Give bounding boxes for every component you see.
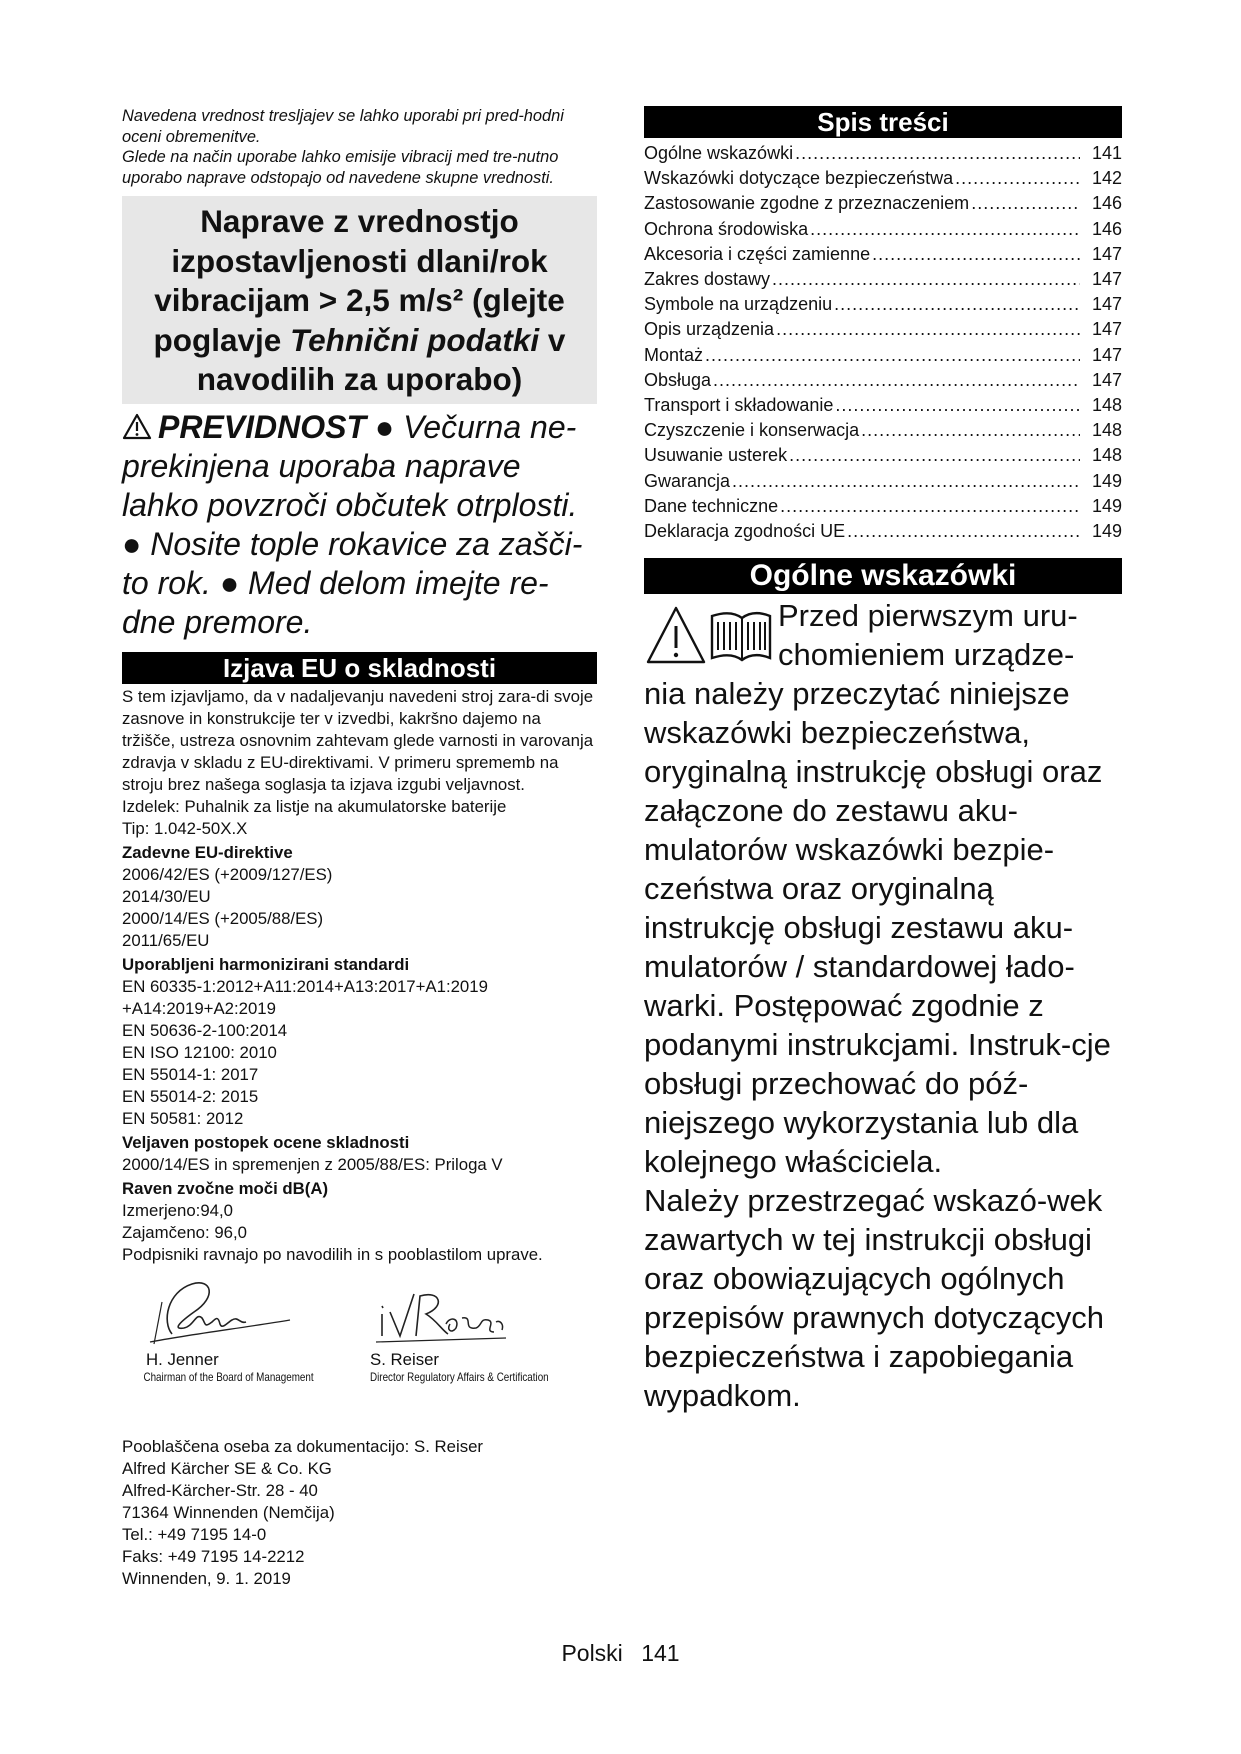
- vibration-warning-box: [122, 196, 597, 404]
- standard-item: EN 50636-2-100:2014: [122, 1020, 288, 1040]
- toc-entry-page: 147: [1091, 319, 1122, 340]
- toc-entry-page: 142: [1091, 168, 1122, 189]
- toc-entry-page: 148: [1091, 445, 1122, 466]
- general-notes-body: [644, 596, 1122, 1415]
- general-notes-heading: Ogólne wskazówki: [644, 558, 1122, 594]
- toc-entry-title: Deklaracja zgodności UE: [644, 521, 846, 542]
- vibration-box-emphasis: Tehnični podatki: [290, 321, 540, 358]
- signature-reiser-image: [370, 1272, 510, 1350]
- toc-entry-title: Ogólne wskazówki: [644, 143, 794, 163]
- warning-triangle-icon: [648, 608, 704, 662]
- address-block: [122, 1436, 597, 1590]
- signer-1: [132, 1272, 353, 1384]
- address-line: Alfred-Kärcher-Str. 28 - 40: [122, 1480, 318, 1500]
- signature-jenner-image: [132, 1272, 292, 1350]
- address-line: Faks: +49 7195 14-2212: [122, 1546, 305, 1566]
- toc-entry[interactable]: [644, 242, 1122, 267]
- toc-entry-page: 146: [1091, 218, 1122, 239]
- toc-entry-title: Opis urządzenia: [644, 319, 775, 340]
- left-column: [122, 106, 597, 1590]
- table-of-contents: [644, 141, 1122, 544]
- directive-item: 2014/30/EU: [122, 886, 211, 906]
- vibration-box-text-1: Naprave z vrednostjo izpostavljenosti dlani/rok vibracijam > 2,5 m/s² (glejte poglavje: [153, 203, 565, 358]
- sound-power-heading: Raven zvočne moči dB(A): [122, 1178, 329, 1198]
- toc-entry-page: 141: [1091, 143, 1122, 163]
- procedure-heading: Veljaven postopek ocene skladnosti: [122, 1132, 410, 1152]
- manual-book-icon: [712, 613, 770, 660]
- toc-entry[interactable]: [644, 443, 1122, 468]
- vibration-note-2: Glede na način uporabe lahko emisije vibracij med tre-nutno uporabo naprave odstopajo od navedene skupne vrednosti.: [122, 148, 559, 187]
- toc-entry[interactable]: [644, 519, 1122, 544]
- toc-entry-title: Ochrona środowiska: [644, 218, 809, 239]
- general-notes-paragraph-1: nia należy przeczytać niniejsze wskazówki bezpieczeństwa, oryginalną instrukcję obsługi oraz załączone do zestawu aku-mulatorów wskazówki bezpie-czeństwa oraz oryginalną instrukcję obsługi zestawu aku-mulatorów / standardowej łado-warki. Postępować zgodnie z podanymi instrukcjami. Instruk-cje obsługi przechować do póź-niejszego wykorzystania lub dla kolejnego właściciela.: [644, 676, 1111, 1180]
- signer-2: [370, 1272, 588, 1384]
- toc-entry[interactable]: [644, 317, 1122, 342]
- toc-entry-page: 147: [1091, 294, 1122, 315]
- signer-2-role: Director Regulatory Affairs & Certification: [370, 1369, 549, 1384]
- toc-entry-page: 149: [1091, 521, 1122, 542]
- signatures-block: [122, 1272, 597, 1428]
- toc-entry[interactable]: [644, 217, 1122, 242]
- toc-entry-title: Montaż: [644, 344, 704, 365]
- signatories-note: Podpisniki ravnajo po navodilih in s pooblastilom uprave.: [122, 1244, 543, 1264]
- toc-entry[interactable]: [644, 469, 1122, 494]
- toc-entry[interactable]: [644, 343, 1122, 368]
- directive-item: 2006/42/ES (+2009/127/ES): [122, 864, 333, 884]
- procedure-text: 2000/14/ES in spremenjen z 2005/88/ES: Priloga V: [122, 1154, 503, 1174]
- signer-1-role: Chairman of the Board of Management: [143, 1369, 314, 1384]
- toc-entry[interactable]: [644, 418, 1122, 443]
- address-line: 71364 Winnenden (Nemčija): [122, 1502, 335, 1522]
- address-line: Winnenden, 9. 1. 2019: [122, 1568, 291, 1588]
- toc-entry-title: Czyszczenie i konserwacja: [644, 420, 860, 441]
- toc-entry-title: Zastosowanie zgodne z przeznaczeniem: [644, 193, 970, 214]
- toc-entry-page: 148: [1091, 395, 1122, 416]
- vibration-note-1: Navedena vrednost tresljajev se lahko uporabi pri pred-hodni oceni obremenitve.: [122, 107, 564, 146]
- vibration-box-text-2: v navodilih za uporabo): [196, 321, 566, 397]
- toc-entry-page: 147: [1091, 369, 1122, 390]
- standard-item: EN 60335-1:2012+A11:2014+A13:2017+A1:2019 +A14:2019+A2:2019: [122, 976, 488, 1018]
- general-notes-icons: [644, 602, 774, 672]
- general-notes-paragraph-2: Należy przestrzegać wskazó-wek zawartych w tej instrukcji obsługi oraz obowiązujących ogólnych przepisów prawnych dotyczących bezpieczeństwa i zapobiegania wypadkom.: [644, 1183, 1105, 1414]
- toc-entry-title: Wskazówki dotyczące bezpieczeństwa: [644, 168, 954, 189]
- toc-entry-title: Zakres dostawy: [644, 269, 771, 290]
- toc-entry[interactable]: [644, 292, 1122, 317]
- product-line: Izdelek: Puhalnik za listje na akumulatorske baterije: [122, 796, 507, 816]
- page-number: 141: [641, 1640, 680, 1666]
- toc-entry-page: 147: [1091, 344, 1122, 365]
- toc-entry[interactable]: [644, 166, 1122, 191]
- caution-word: PREVIDNOST: [158, 408, 367, 445]
- caution-text: ● Večurna ne-prekinjena uporaba naprave lahko povzroči občutek otrplosti. ● Nosite tople rokavice za zašči-to rok. ● Med delom imejte re-dne premore.: [122, 408, 583, 640]
- toc-entry-title: Akcesoria i części zamienne: [644, 243, 871, 264]
- eu-declaration-statement: S tem izjavljamo, da v nadaljevanju navedeni stroj zara-di svoje zasnove in konstrukcije ter v izvedbi, kakršno dajemo na tržišče, ustreza osnovnim zahtevam glede varnosti in varovanja zdravja v skladu z EU-direktivami. V primeru sprememb na stroju brez našega soglasja ta izjava izgubi veljavnost.: [122, 686, 594, 794]
- toc-entry-title: Usuwanie usterek: [644, 445, 788, 466]
- signer-1-name: H. Jenner: [146, 1349, 219, 1369]
- eu-declaration-body: [122, 686, 597, 1266]
- type-line: Tip: 1.042-50X.X: [122, 818, 248, 838]
- general-notes-line-1: Przed pierwszym uru-: [778, 598, 1078, 634]
- standards-heading: Uporabljeni harmonizirani standardi: [122, 954, 410, 974]
- right-column: [644, 106, 1122, 1415]
- guaranteed-value: Zajamčeno: 96,0: [122, 1222, 247, 1242]
- toc-entry[interactable]: [644, 494, 1122, 519]
- directive-item: 2000/14/ES (+2005/88/ES): [122, 908, 324, 928]
- warning-triangle-icon: [122, 410, 154, 438]
- eu-declaration-heading: Izjava EU o skladnosti: [122, 652, 597, 684]
- toc-entry-title: Obsługa: [644, 369, 712, 390]
- toc-entry[interactable]: [644, 393, 1122, 418]
- toc-entry-page: 147: [1091, 269, 1122, 290]
- footer-language: Polski: [561, 1640, 623, 1666]
- directive-item: 2011/65/EU: [122, 930, 210, 950]
- toc-entry-page: 146: [1091, 193, 1122, 214]
- standard-item: EN ISO 12100: 2010: [122, 1042, 277, 1062]
- toc-entry-title: Gwarancja: [644, 470, 731, 491]
- caution-paragraph: [122, 408, 597, 642]
- address-line: Alfred Kärcher SE & Co. KG: [122, 1458, 332, 1478]
- toc-entry-page: 147: [1091, 243, 1122, 264]
- signer-2-name: S. Reiser: [370, 1349, 440, 1369]
- toc-entry[interactable]: [644, 368, 1122, 393]
- toc-entry[interactable]: [644, 267, 1122, 292]
- toc-entry[interactable]: [644, 191, 1122, 216]
- toc-entry-title: Dane techniczne: [644, 495, 779, 516]
- toc-entry-page: 149: [1091, 470, 1122, 491]
- general-notes-line-2: chomieniem urządze-: [778, 637, 1075, 673]
- toc-entry-title: Transport i składowanie: [644, 395, 834, 416]
- measured-value: Izmerjeno:94,0: [122, 1200, 234, 1220]
- toc-entry-title: Symbole na urządzeniu: [644, 294, 833, 315]
- toc-entry-page: 149: [1091, 495, 1122, 516]
- standard-item: EN 55014-2: 2015: [122, 1086, 259, 1106]
- standard-item: EN 50581: 2012: [122, 1108, 244, 1128]
- toc-entry[interactable]: [644, 141, 1122, 166]
- standard-item: EN 55014-1: 2017: [122, 1064, 259, 1084]
- address-line: Pooblaščena oseba za dokumentacijo: S. Reiser: [122, 1436, 484, 1456]
- directives-heading: Zadevne EU-direktive: [122, 842, 293, 862]
- toc-entry-page: 148: [1091, 420, 1122, 441]
- toc-heading: Spis treści: [644, 106, 1122, 138]
- address-line: Tel.: +49 7195 14-0: [122, 1524, 267, 1544]
- page-footer: [0, 1640, 1241, 1667]
